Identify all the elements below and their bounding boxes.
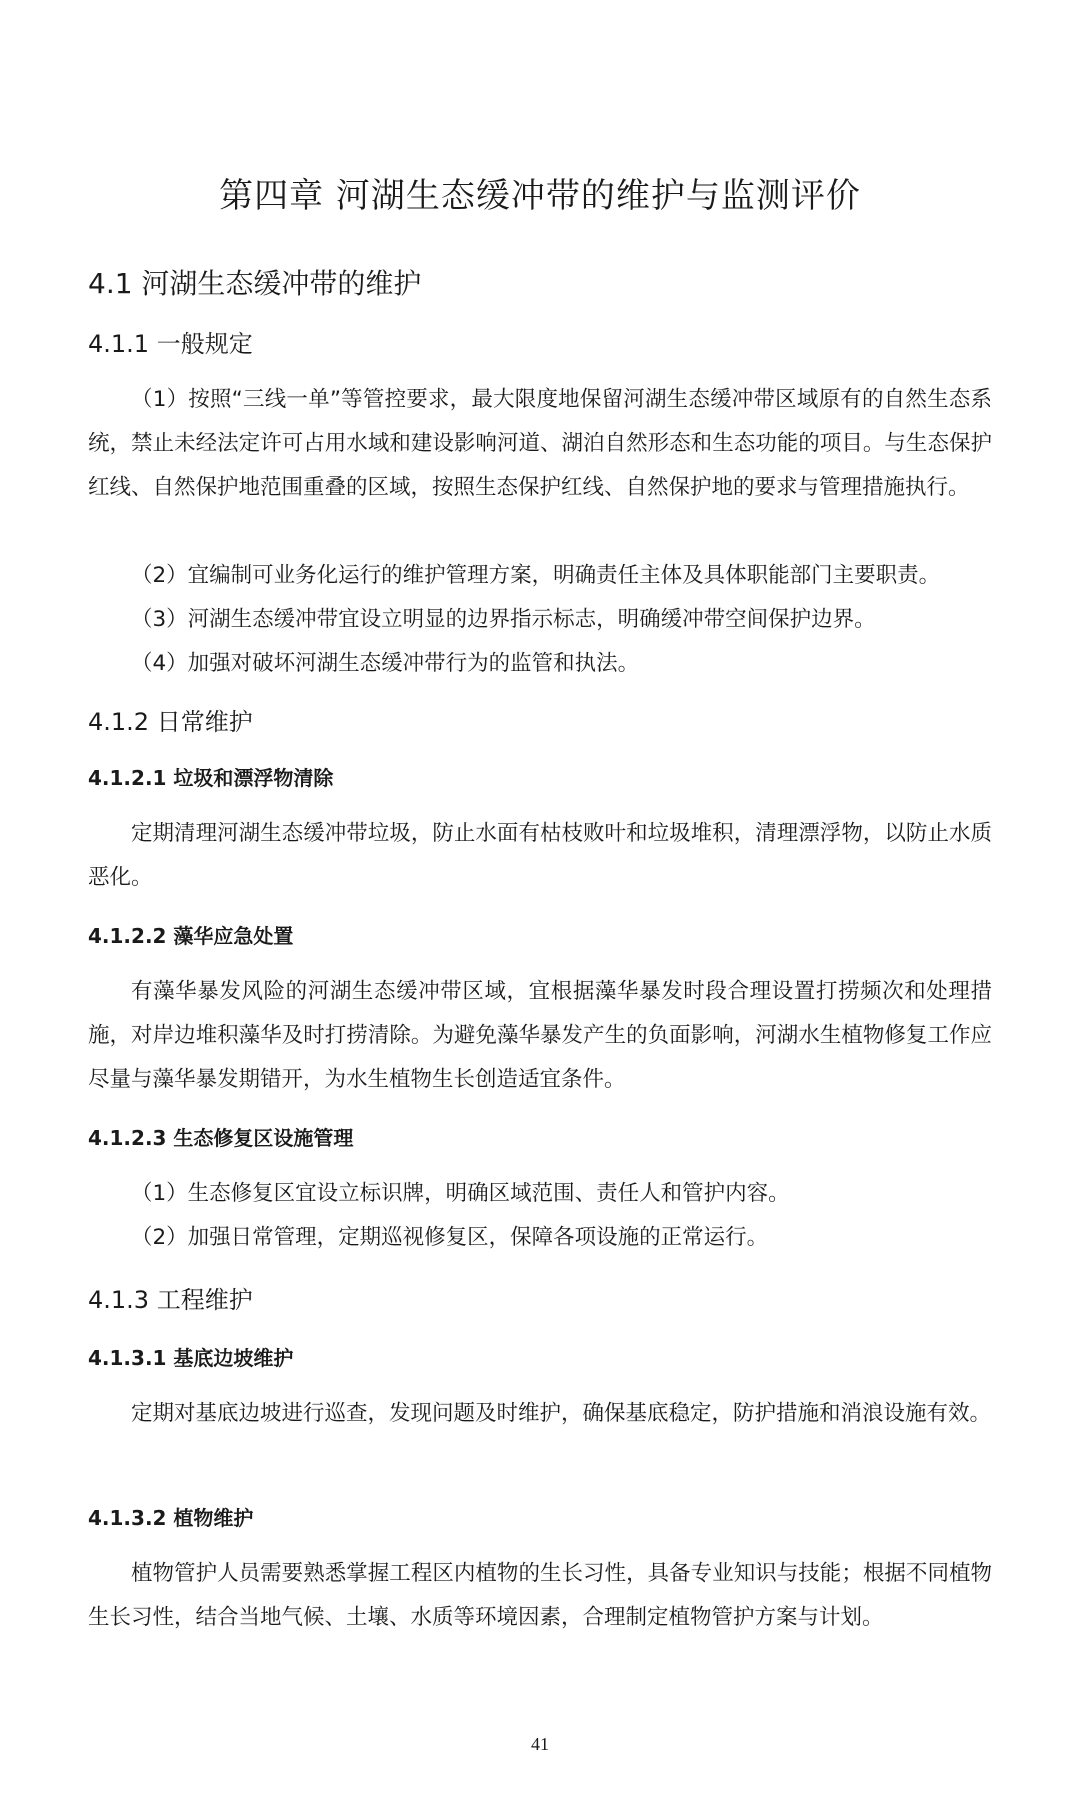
section-heading-4-1-3-2: 4.1.3.2 植物维护 (88, 1506, 254, 1530)
section-heading-4-1-3: 4.1.3 工程维护 (88, 1286, 253, 1314)
section-heading-4-1-1: 4.1.1 一般规定 (88, 330, 253, 358)
paragraph-4-1-1-item-4: （4）加强对破坏河湖生态缓冲带行为的监管和执法。 (131, 651, 640, 676)
paragraph-4-1-3-2: 植物管护人员需要熟悉掌握工程区内植物的生长习性，具备专业知识与技能；根据不同植物生长习性，结合当地气候、土壤、水质等环境因素，合理制定植物管护方案与计划。 (88, 1561, 992, 1630)
section-heading-4-1-2: 4.1.2 日常维护 (88, 708, 253, 736)
paragraph-4-1-1-item-2: （2）宜编制可业务化运行的维护管理方案，明确责任主体及具体职能部门主要职责。 (131, 563, 941, 588)
chapter-title: 第四章 河湖生态缓冲带的维护与监测评价 (219, 176, 861, 216)
paragraph-4-1-1-item-1: （1）按照“三线一单”等管控要求，最大限度地保留河湖生态缓冲带区域原有的自然生态系统，禁止未经法定许可占用水域和建设影响河道、湖泊自然形态和生态功能的项目。与生态保护红线、自然保护地范围重叠的区域，按照生态保护红线、自然保护地的要求与管理措施执行。 (88, 387, 992, 500)
section-heading-4-1-3-1: 4.1.3.1 基底边坡维护 (88, 1346, 294, 1370)
page-number: 41 (531, 1734, 549, 1754)
section-heading-4-1-2-3: 4.1.2.3 生态修复区设施管理 (88, 1126, 354, 1150)
paragraph-4-1-2-2: 有藻华暴发风险的河湖生态缓冲带区域，宜根据藻华暴发时段合理设置打捞频次和处理措施，对岸边堆积藻华及时打捞清除。为避免藻华暴发产生的负面影响，河湖水生植物修复工作应尽量与藻华暴发期错开，为水生植物生长创造适宜条件。 (88, 979, 992, 1092)
paragraph-4-1-1-item-3: （3）河湖生态缓冲带宜设立明显的边界指示标志，明确缓冲带空间保护边界。 (131, 607, 876, 632)
section-heading-4-1-2-1: 4.1.2.1 垃圾和漂浮物清除 (88, 766, 334, 790)
paragraph-4-1-2-3-item-2: （2）加强日常管理，定期巡视修复区，保障各项设施的正常运行。 (131, 1225, 769, 1250)
paragraph-4-1-3-1: 定期对基底边坡进行巡查，发现问题及时维护，确保基底稳定，防护措施和消浪设施有效。 (131, 1401, 992, 1426)
paragraph-4-1-2-1: 定期清理河湖生态缓冲带垃圾，防止水面有枯枝败叶和垃圾堆积，清理漂浮物，以防止水质恶化。 (88, 821, 992, 890)
section-heading-4-1: 4.1 河湖生态缓冲带的维护 (88, 267, 422, 300)
paragraph-4-1-2-3-item-1: （1）生态修复区宜设立标识牌，明确区域范围、责任人和管护内容。 (131, 1181, 790, 1206)
section-heading-4-1-2-2: 4.1.2.2 藻华应急处置 (88, 924, 294, 948)
